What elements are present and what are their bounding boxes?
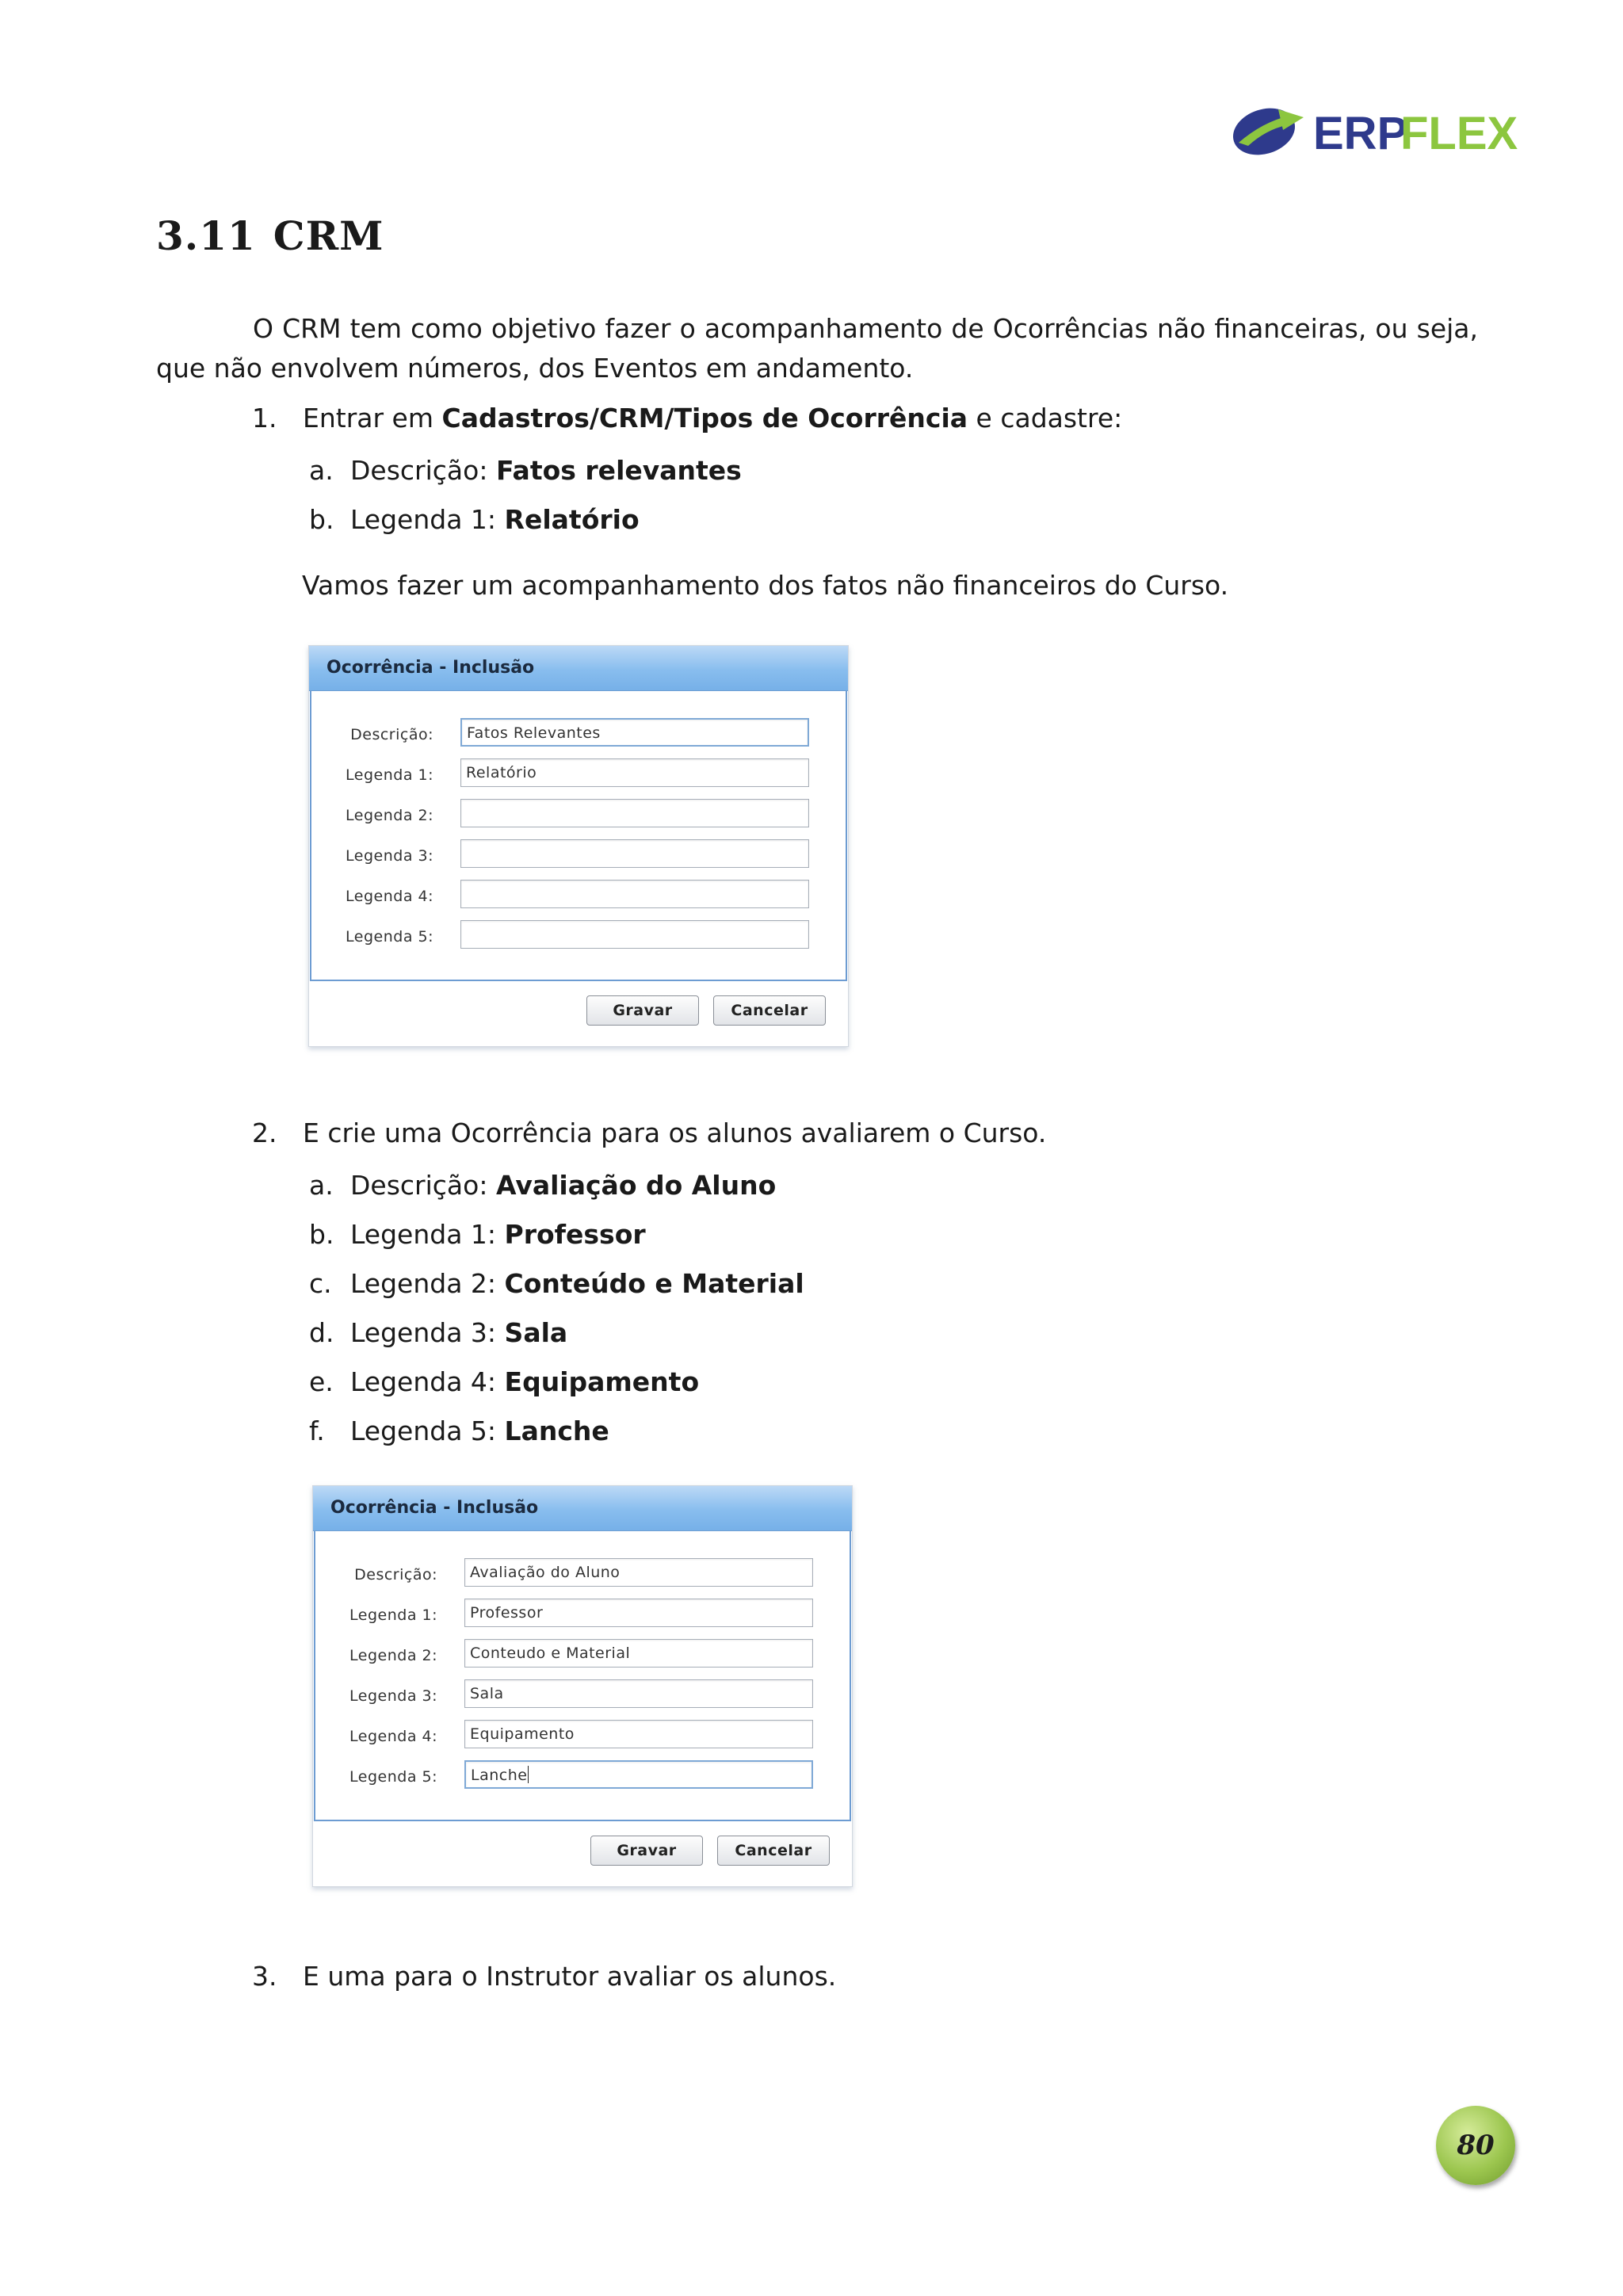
item-label: Descrição: — [350, 1170, 496, 1201]
item-letter: d. — [309, 1317, 334, 1348]
field-label: Legenda 2: — [349, 1647, 437, 1664]
step-1-item-a — [309, 453, 742, 489]
legenda-1-input[interactable]: Professor — [464, 1599, 813, 1627]
field-label: Descrição: — [354, 1566, 437, 1584]
legenda-4-input[interactable]: Equipamento — [464, 1720, 813, 1748]
cancelar-button[interactable]: Cancelar — [717, 1836, 830, 1866]
section-title — [156, 212, 384, 259]
menu-path: Cadastros/CRM/Tipos de Ocorrência — [441, 403, 968, 434]
legenda-5-input[interactable] — [464, 1760, 813, 1789]
step-2-item-c — [309, 1266, 804, 1302]
form-row — [311, 758, 846, 792]
field-label: Legenda 2: — [346, 807, 433, 824]
form-row — [311, 920, 846, 953]
descricao-input[interactable]: Fatos Relevantes — [460, 718, 809, 747]
text-cursor — [528, 1766, 529, 1783]
item-value: Avaliação do Aluno — [495, 1170, 777, 1201]
paragraph-note: Vamos fazer um acompanhamento dos fatos não financeiros do Curso. — [302, 570, 1229, 601]
form-row — [315, 1720, 850, 1753]
item-letter: c. — [309, 1268, 332, 1299]
dialog-footer — [309, 981, 848, 1046]
form-row — [315, 1760, 850, 1794]
item-value: Equipamento — [504, 1366, 700, 1397]
legenda-3-input[interactable]: Sala — [464, 1679, 813, 1708]
step-2 — [252, 1115, 1046, 1152]
legenda-5-input[interactable] — [460, 920, 809, 949]
field-label: Legenda 1: — [346, 766, 433, 784]
form-row — [311, 880, 846, 913]
field-label: Legenda 3: — [346, 847, 433, 865]
step-text: E crie uma Ocorrência para os alunos avaliarem o Curso. — [303, 1117, 1047, 1148]
gravar-button[interactable]: Gravar — [590, 1836, 703, 1866]
item-label: Legenda 1: — [350, 1219, 505, 1250]
form-row — [311, 799, 846, 832]
form-row — [315, 1599, 850, 1632]
step-number: 1. — [252, 403, 277, 434]
logo-text-flex: FLEX — [1400, 108, 1518, 159]
input-value: Lanche — [471, 1767, 528, 1784]
descricao-input[interactable]: Avaliação do Aluno — [464, 1558, 813, 1587]
item-letter: a. — [309, 1170, 334, 1201]
step-2-item-b — [309, 1217, 646, 1253]
item-value: Sala — [504, 1317, 568, 1348]
field-label: Legenda 3: — [349, 1687, 437, 1705]
item-letter: f. — [309, 1415, 325, 1446]
legenda-1-input[interactable]: Relatório — [460, 758, 809, 787]
item-label: Legenda 3: — [350, 1317, 505, 1348]
step-text: e cadastre: — [968, 403, 1123, 434]
field-label: Legenda 1: — [349, 1606, 437, 1624]
item-label: Legenda 2: — [350, 1268, 505, 1299]
field-label: Descrição: — [350, 726, 433, 743]
item-letter: b. — [309, 504, 334, 535]
step-number: 3. — [252, 1961, 277, 1992]
item-value: Conteúdo e Material — [504, 1268, 804, 1299]
item-value: Lanche — [504, 1415, 609, 1446]
form-row — [311, 839, 846, 873]
step-1-item-b — [309, 502, 640, 538]
legenda-3-input[interactable] — [460, 839, 809, 868]
erpflex-logo-mark — [1231, 98, 1518, 162]
field-label: Legenda 4: — [346, 888, 433, 905]
item-label: Descrição: — [350, 455, 496, 486]
dialog-form — [310, 691, 847, 981]
field-label: Legenda 4: — [349, 1728, 437, 1745]
legenda-2-input[interactable]: Conteudo e Material — [464, 1639, 813, 1668]
legenda-4-input[interactable] — [460, 880, 809, 908]
item-value: Fatos relevantes — [495, 455, 742, 486]
step-2-item-e — [309, 1364, 699, 1400]
legenda-2-input[interactable] — [460, 799, 809, 827]
section-name: CRM — [273, 212, 384, 259]
form-row — [315, 1558, 850, 1591]
section-number: 3.11 — [156, 212, 256, 259]
logo-text-erp: ERP — [1313, 108, 1408, 159]
step-text: E uma para o Instrutor avaliar os alunos. — [303, 1961, 837, 1992]
dialog-form — [314, 1531, 851, 1821]
step-1 — [252, 400, 1122, 437]
dialog-title: Ocorrência - Inclusão — [309, 646, 848, 691]
field-label: Legenda 5: — [349, 1768, 437, 1786]
item-letter: b. — [309, 1219, 334, 1250]
item-value: Professor — [504, 1219, 646, 1250]
step-text: Entrar em — [303, 403, 442, 434]
dialog-ocorrencia-inclusao-1 — [308, 645, 849, 1047]
item-value: Relatório — [504, 504, 640, 535]
item-letter: e. — [309, 1366, 334, 1397]
intro-paragraph: O CRM tem como objetivo fazer o acompanhamento de Ocorrências não financeiras, ou seja, que não envolvem números, dos Eventos em andamento. — [156, 313, 1478, 384]
dialog-title: Ocorrência - Inclusão — [313, 1486, 852, 1531]
form-row — [315, 1679, 850, 1713]
item-label: Legenda 5: — [350, 1415, 505, 1446]
form-row — [311, 718, 846, 751]
dialog-footer — [313, 1821, 852, 1886]
step-2-item-d — [309, 1315, 567, 1351]
page-number-badge: 80 — [1436, 2106, 1515, 2185]
step-number: 2. — [252, 1117, 277, 1148]
item-letter: a. — [309, 455, 334, 486]
step-2-item-a — [309, 1167, 776, 1204]
form-row — [315, 1639, 850, 1672]
field-label: Legenda 5: — [346, 928, 433, 946]
cancelar-button[interactable]: Cancelar — [713, 995, 826, 1026]
erpflex-logo — [1231, 98, 1518, 162]
step-2-item-f — [309, 1413, 609, 1450]
item-label: Legenda 4: — [350, 1366, 505, 1397]
dialog-ocorrencia-inclusao-2 — [312, 1485, 853, 1887]
item-label: Legenda 1: — [350, 504, 505, 535]
step-3 — [252, 1958, 836, 1995]
gravar-button[interactable]: Gravar — [586, 995, 699, 1026]
